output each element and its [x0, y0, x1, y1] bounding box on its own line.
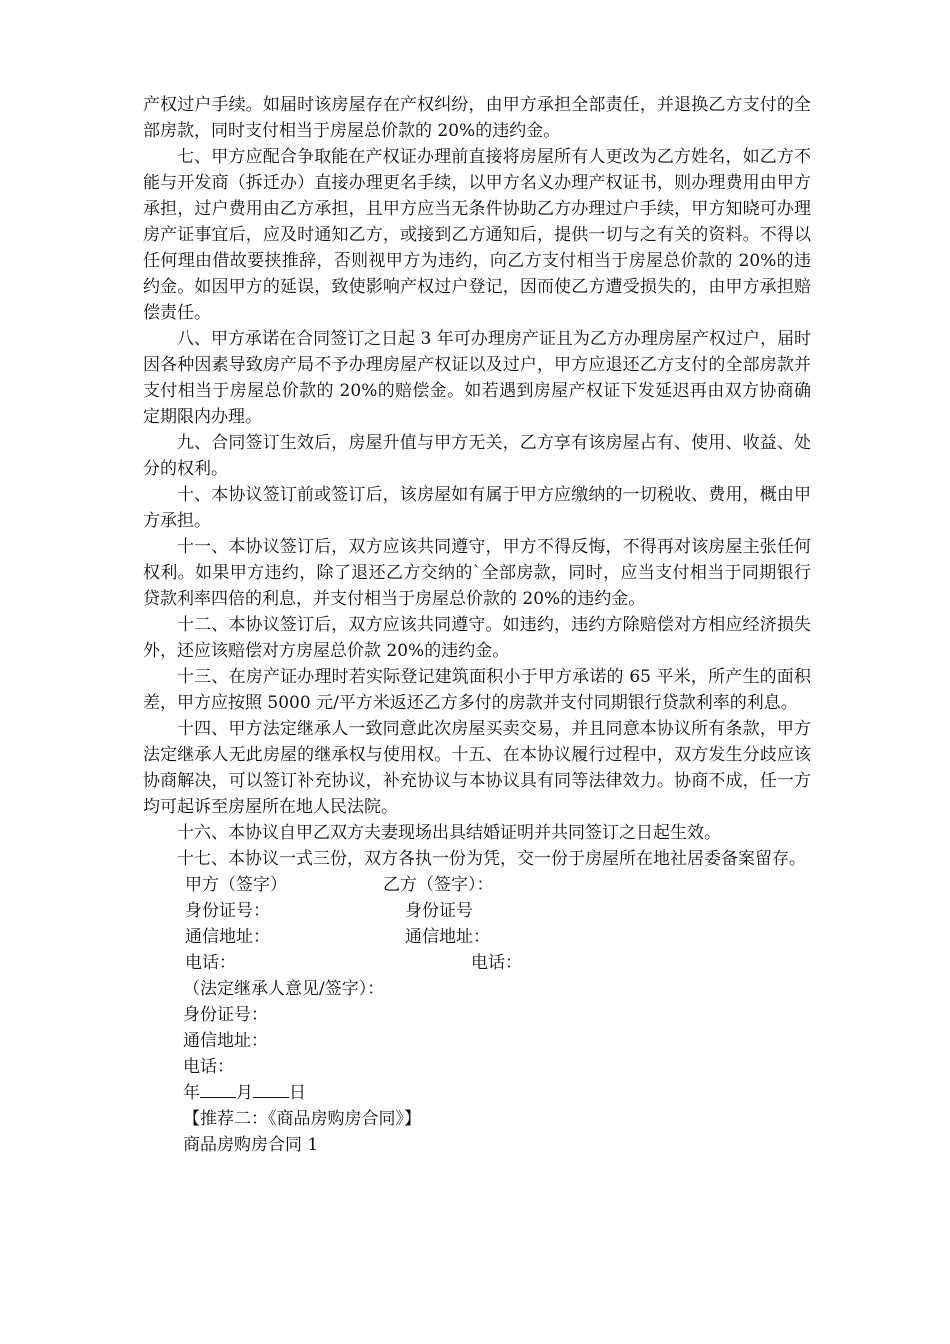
signature-block — [143, 872, 811, 1106]
signature-date — [143, 1080, 811, 1106]
party-a-sign-label: 甲方（签字） — [185, 875, 287, 895]
recommend-subheading: 商品房购房合同 1 — [183, 1135, 319, 1155]
paragraph-clause-9: 九、合同签订生效后，房屋升值与甲方无关，乙方享有该房屋占有、使用、收益、处分的权利。 — [143, 433, 811, 479]
party-a-id-label: 身份证号： — [185, 901, 270, 921]
paragraph-clause-17: 十七、本协议一式三份，双方各执一份为凭，交一份于房屋所在地社居委备案留存。 — [177, 849, 806, 869]
party-b-sign-label: 乙方（签字）： — [383, 875, 494, 895]
paragraph-clause-14-15: 十四、甲方法定继承人一致同意此次房屋买卖交易，并且同意本协议所有条款，甲方法定继承人无此房屋的继承权与使用权。十五、在本协议履行过程中，双方发生分歧应该协商解决，可以签订补充协议，补充协议与本协议具有同等法律效力。协商不成，任一方均可起诉至房屋所在地人民法院。 — [143, 719, 811, 817]
date-month-label: 月 — [236, 1083, 253, 1103]
paragraph-clause-10: 十、本协议签订前或签订后，该房屋如有属于甲方应缴纳的一切税收、费用，概由甲方承担。 — [143, 485, 811, 531]
party-b-address-label: 通信地址： — [405, 927, 490, 947]
recommend-heading: 【推荐二：《商品房购房合同》】 — [183, 1109, 421, 1129]
date-day-label: 日 — [289, 1083, 306, 1103]
heir-id-label: 身份证号： — [183, 1005, 268, 1025]
paragraph-clause-11: 十一、本协议签订后，双方应该共同遵守，甲方不得反悔，不得再对该房屋主张任何权利。如果甲方违约，除了退还乙方交纳的`全部房款，同时，应当支付相当于同期银行贷款利率四倍的利息，并支付相当于房屋总价款的 20%的违约金。 — [143, 537, 811, 609]
signature-row-address — [143, 924, 811, 950]
paragraph-clause-16: 十六、本协议自甲乙双方夫妻现场出具结婚证明并共同签订之日起生效。 — [177, 823, 721, 843]
document-page — [143, 92, 811, 1158]
party-b-phone-label: 电话： — [471, 953, 522, 973]
paragraph-clause-8: 八、甲方承诺在合同签订之日起 3 年可办理房产证且为乙方办理房屋产权过户，届时因各种因素导致房产局不予办理房屋产权证以及过户，甲方应退还乙方支付的全部房款并支付相当于房屋总价款的 20%的赔偿金。如若遇到房屋产权证下发延迟再由双方协商确定期限内办理。 — [143, 329, 811, 427]
signature-row-phone — [143, 950, 811, 976]
date-day-blank — [253, 1081, 289, 1098]
signature-row-sign — [143, 872, 811, 898]
heir-sign-label: （法定继承人意见/签字）： — [183, 979, 385, 999]
heir-phone-label: 电话： — [183, 1057, 234, 1077]
signature-row-id — [143, 898, 811, 924]
date-month-blank — [200, 1081, 236, 1098]
paragraph-clause-7: 七、甲方应配合争取能在产权证办理前直接将房屋所有人更改为乙方姓名，如乙方不能与开发商（拆迁办）直接办理更名手续，以甲方名义办理产权证书，则办理费用由甲方承担，过户费用由乙方承担，且甲方应当无条件协助乙方办理过户手续，甲方知晓可办理房产证事宜后，应及时通知乙方，或接到乙方通知后，提供一切与之有关的资料。不得以任何理由借故要挟推辞，否则视甲方为违约，向乙方支付相当于房屋总价款的 20%的违约金。如因甲方的延误，致使影响产权过户登记，因而使乙方遭受损失的，由甲方承担赔偿责任。 — [143, 147, 811, 323]
heir-address-label: 通信地址： — [183, 1031, 268, 1051]
party-a-address-label: 通信地址： — [185, 927, 270, 947]
party-b-id-label: 身份证号 — [405, 901, 473, 921]
paragraph-clause-13: 十三、在房产证办理时若实际登记建筑面积小于甲方承诺的 65 平米，所产生的面积差，甲方应按照 5000 元/平方米返还乙方多付的房款并支付同期银行贷款利率的利息。 — [143, 667, 811, 713]
date-year-label: 年 — [183, 1083, 200, 1103]
party-a-phone-label: 电话： — [185, 953, 236, 973]
paragraph-clause-12: 十二、本协议签订后，双方应该共同遵守。如违约，违约方除赔偿对方相应经济损失外，还应该赔偿对方房屋总价款 20%的违约金。 — [143, 615, 811, 661]
paragraph-transfer-clause: 产权过户手续。如届时该房屋存在产权纠纷，由甲方承担全部责任，并退换乙方支付的全部房款，同时支付相当于房屋总价款的 20%的违约金。 — [143, 95, 811, 141]
